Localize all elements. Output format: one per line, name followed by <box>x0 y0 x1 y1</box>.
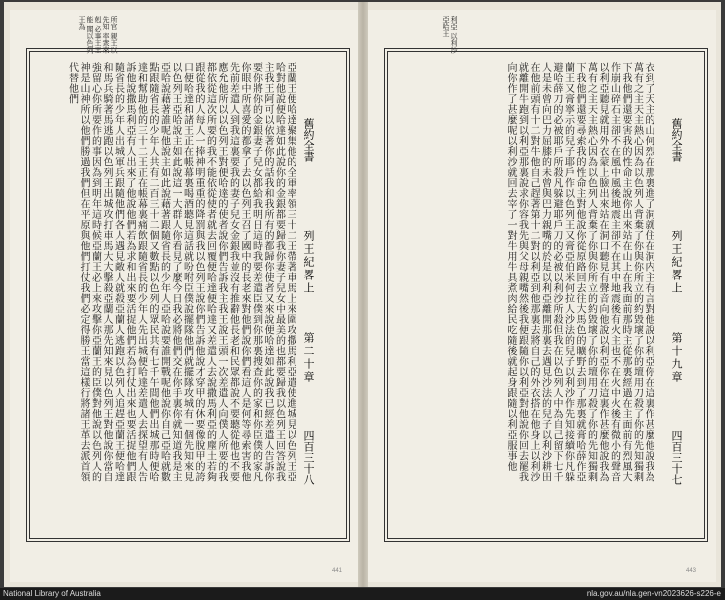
right-body-text: 衣到了天主的山何烈在那裏進了洞就住在洞内主有言對他說以利亞你在這裏作甚麼他說我為萬有之主天主熱心因為以色列人背棄了你與你所立的約毀壞了你的壇用刀殺了你的先知獨剩下我他們還要害我的性命主說你出來站在山上在我面前那時主從那裏經過在主面前有烈風大作崩山碎石主卻不在風中風後地震主卻不在其中地震後有火主也不在火中火後有微小的聲音以利亞聽見就用外衣蒙上臉出來站在洞口聽見有聲音向他說以利亞你在這裏作甚麼他說我為萬有之主天主熱心因為以色列人背棄了你與你所立的約毀壞了你的壇用刀殺了你的先知獨剩下我他們還要尋索我的性命主對他說你從原路回去往大馬色的曠野去到了那裏就膏哈薛作亞蘭王又膏寧示的兒子耶戶作以色列王又膏亞伯米何拉人沙法的兒子以利沙作先知接續你凡躲避哈薛刀的必被耶戶所殺凡躲避耶戶刀的必被以利沙所殺但我在以色列人中為自己留下七千人是未曾向巴力屈膝的未曾與巴力親嘴的於是以利亞離開那裏去遇見沙法的兒子以利沙耕田在他前頭有十二對牛他自己趕著第十二對以利亞到他那裏去將自己的外衣搭在他身上以利沙就離開牛跑到以利亞那裏說求你容我先與父母親嘴然後我便跟隨你以利亞對他說你回去罷我向你作了甚麼呢以利沙就回去宰了一對牛用牛具煮肉給民吃隨後就起身跟隨以利亞服事他 <box>505 62 654 482</box>
left-book-title: 舊約全書 <box>302 118 315 162</box>
right-margin-annotation: 利亞 以利沙 亞哈王 <box>442 16 458 54</box>
left-page-number: 四百三十八 <box>302 430 315 485</box>
left-margin-annotation: 所官 親王以先知 率衆來剋 必事王王能 聞以色列王為 <box>78 16 118 54</box>
left-book-name: 列王紀畧上 <box>302 230 315 295</box>
left-body-text: 亞蘭王便哈達聚集他的全軍率領三十二王帶著車馬上來圍攻撒馬利亞遣使進城見以色列王亞哈對他說便哈達如此說你的金銀都要歸我你妻子兒女中最美的也都要歸我以色列王回答說我主我王阿可以依著你的話我和我所有的都歸你使者又來說便哈達如此說我已經差遣人告訴你要你將你的金銀妻子兒女都給我明日這時我要差遣臣僕到你那裏搜查你的家和你臣僕的家凡你眼中所喜愛的都拿了去以色列王召了國中的長老來對他們說你們看這人是何等尋索害我他先前差遣人到我這裏要我的妻子兒女金銀我並沒有推辭他長老和民眾都說不要聽從他也不要應允他所以以色列王對便哈達的使者說你們告訴我主我王說王頭一次差遣人向僕人所要的我都依從這次所要的我不能依從使者就去回覆便哈達便哈達又差遣人去說撒馬利亞的塵土若夠跟從我的人每人一捧神明重重的降罰與我以色列王說你們告訴他說才穿甲的休要像脫甲的誇口便哈達和諸王正在帳幕裏喝酒聽見這話就吩咐臣僕說擺隊他們就擺隊攻城有一個先知來見以色列王亞哈說主如此說這一大群人你看見了麼今日我必將他們交在你手裏你就知道我是主亞哈說藉著誰呢他說主如此說藉著跟隨省長的少年人亞哈說要誰開戰呢他說你自己亞哈就數點跟隨省長的少年人共有二百三十二個又數點以色列的眾民共有七千午間他們出城那時便哈達和幫助他的三十二王正在帳幕裏痛飲跟隨省長的少年人先出城便哈達差遣人去探望有人告訴他說撒馬利亞有人出來了他說他們若為求和出來要活捉他們若為打仗出來也要活捉他們跟隨省長的少年人出城軍兵跟隨他們各人遇見敵人就殺亞蘭人逃跑以色列人追趕亞蘭王便哈達和馬兵騎著馬逃跑以色列王出城攻打車馬大大擊殺亞蘭人那先知來見以色列王對他說你當自強留心你所要作的事因為到明年這時候亞蘭王必上來攻擊你亞蘭王的臣僕對他說以色列人的神是山神所以他們勝過我們但在平原與他們打仗我們必定得勝王當這樣行將諸王革去派首領代替他們 <box>66 62 296 482</box>
left-page <box>10 10 358 582</box>
book-spread <box>4 2 721 587</box>
right-pencil-mark: 443 <box>686 568 697 574</box>
right-page-number: 四百三十七 <box>670 430 683 485</box>
left-pencil-mark: 441 <box>332 568 343 574</box>
right-book-title: 舊約全書 <box>670 118 683 162</box>
footer-url[interactable]: nla.gov.au/nla.gen-vn2023626-s226-e <box>586 589 721 598</box>
footer-bar <box>0 588 725 600</box>
book-gutter <box>358 2 368 587</box>
footer-library-name: National Library of Australia <box>3 589 101 598</box>
right-book-name: 列王紀畧上 <box>670 230 683 295</box>
right-chapter: 第十九章 <box>670 332 683 384</box>
left-chapter: 第二十章 <box>302 332 315 384</box>
right-page <box>368 10 716 582</box>
